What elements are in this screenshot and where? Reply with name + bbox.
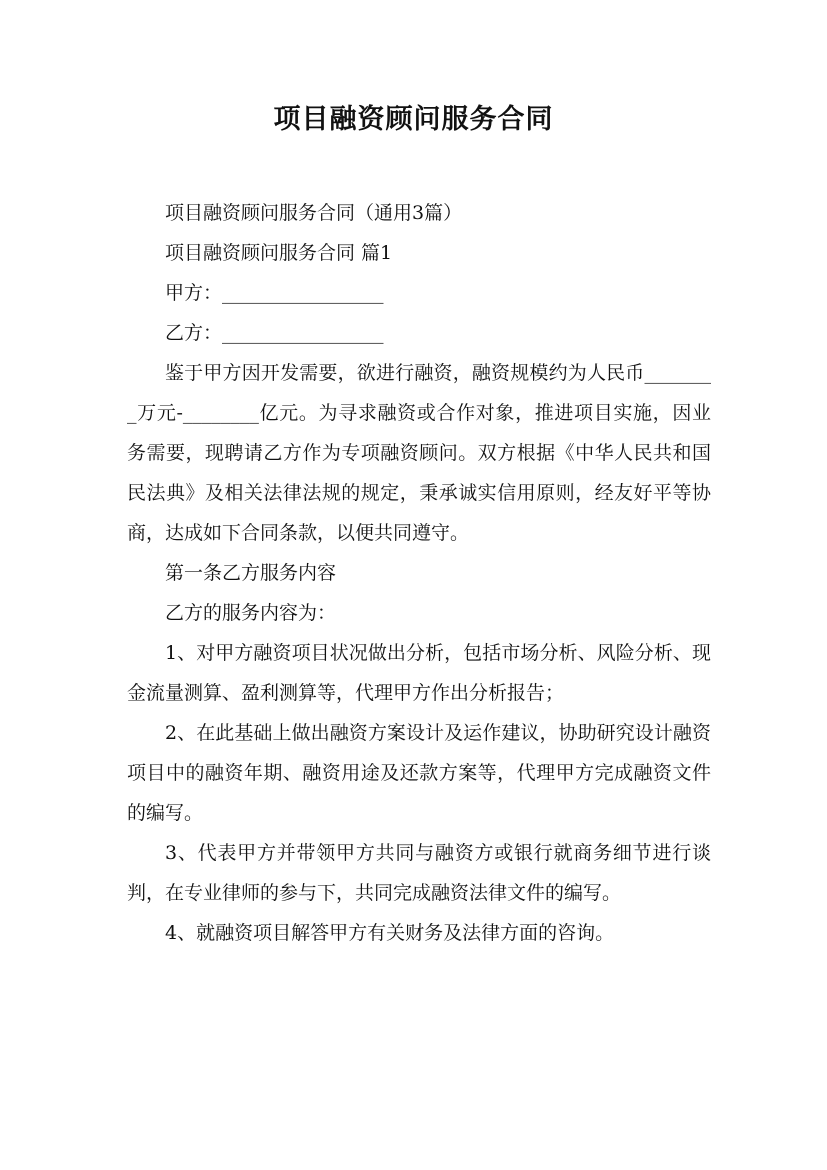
paragraph-article-heading: 项目融资顾问服务合同 篇1 <box>165 242 393 264</box>
paragraph-preamble: 鉴于甲方因开发需要，欲进行融资，融资规模约为人民币________万元-________亿元。为寻求融资或合作对象，推进项目实施，因业务需要，现聘请乙方作为专项融资顾问。双方根据《中华人民共和国民法典》及相关法律法规的规定，秉承诚实信用原则，经友好平等协商，达成如下合同条款，以便共同遵守。 <box>127 362 711 544</box>
paragraph-service-item-1: 1、对甲方融资项目状况做出分析，包括市场分析、风险分析、现金流量测算、盈利测算等，代理甲方作出分析报告； <box>127 642 711 704</box>
document-body <box>127 193 711 953</box>
paragraph-party-b: 乙方：_________________ <box>165 322 384 344</box>
paragraph-collection-title: 项目融资顾问服务合同（通用3篇） <box>165 202 463 224</box>
paragraph-party-a: 甲方：_________________ <box>165 282 384 304</box>
paragraph-clause-one-heading: 第一条乙方服务内容 <box>165 562 337 584</box>
paragraph-service-item-2: 2、在此基础上做出融资方案设计及运作建议，协助研究设计融资项目中的融资年期、融资用途及还款方案等，代理甲方完成融资文件的编写。 <box>127 722 711 824</box>
paragraph-service-intro: 乙方的服务内容为： <box>165 602 337 624</box>
paragraph-service-item-3: 3、代表甲方并带领甲方共同与融资方或银行就商务细节进行谈判，在专业律师的参与下，共同完成融资法律文件的编写。 <box>127 842 711 904</box>
document-title: 项目融资顾问服务合同 <box>273 104 554 135</box>
paragraph-service-item-4: 4、就融资项目解答甲方有关财务及法律方面的咨询。 <box>165 922 615 944</box>
